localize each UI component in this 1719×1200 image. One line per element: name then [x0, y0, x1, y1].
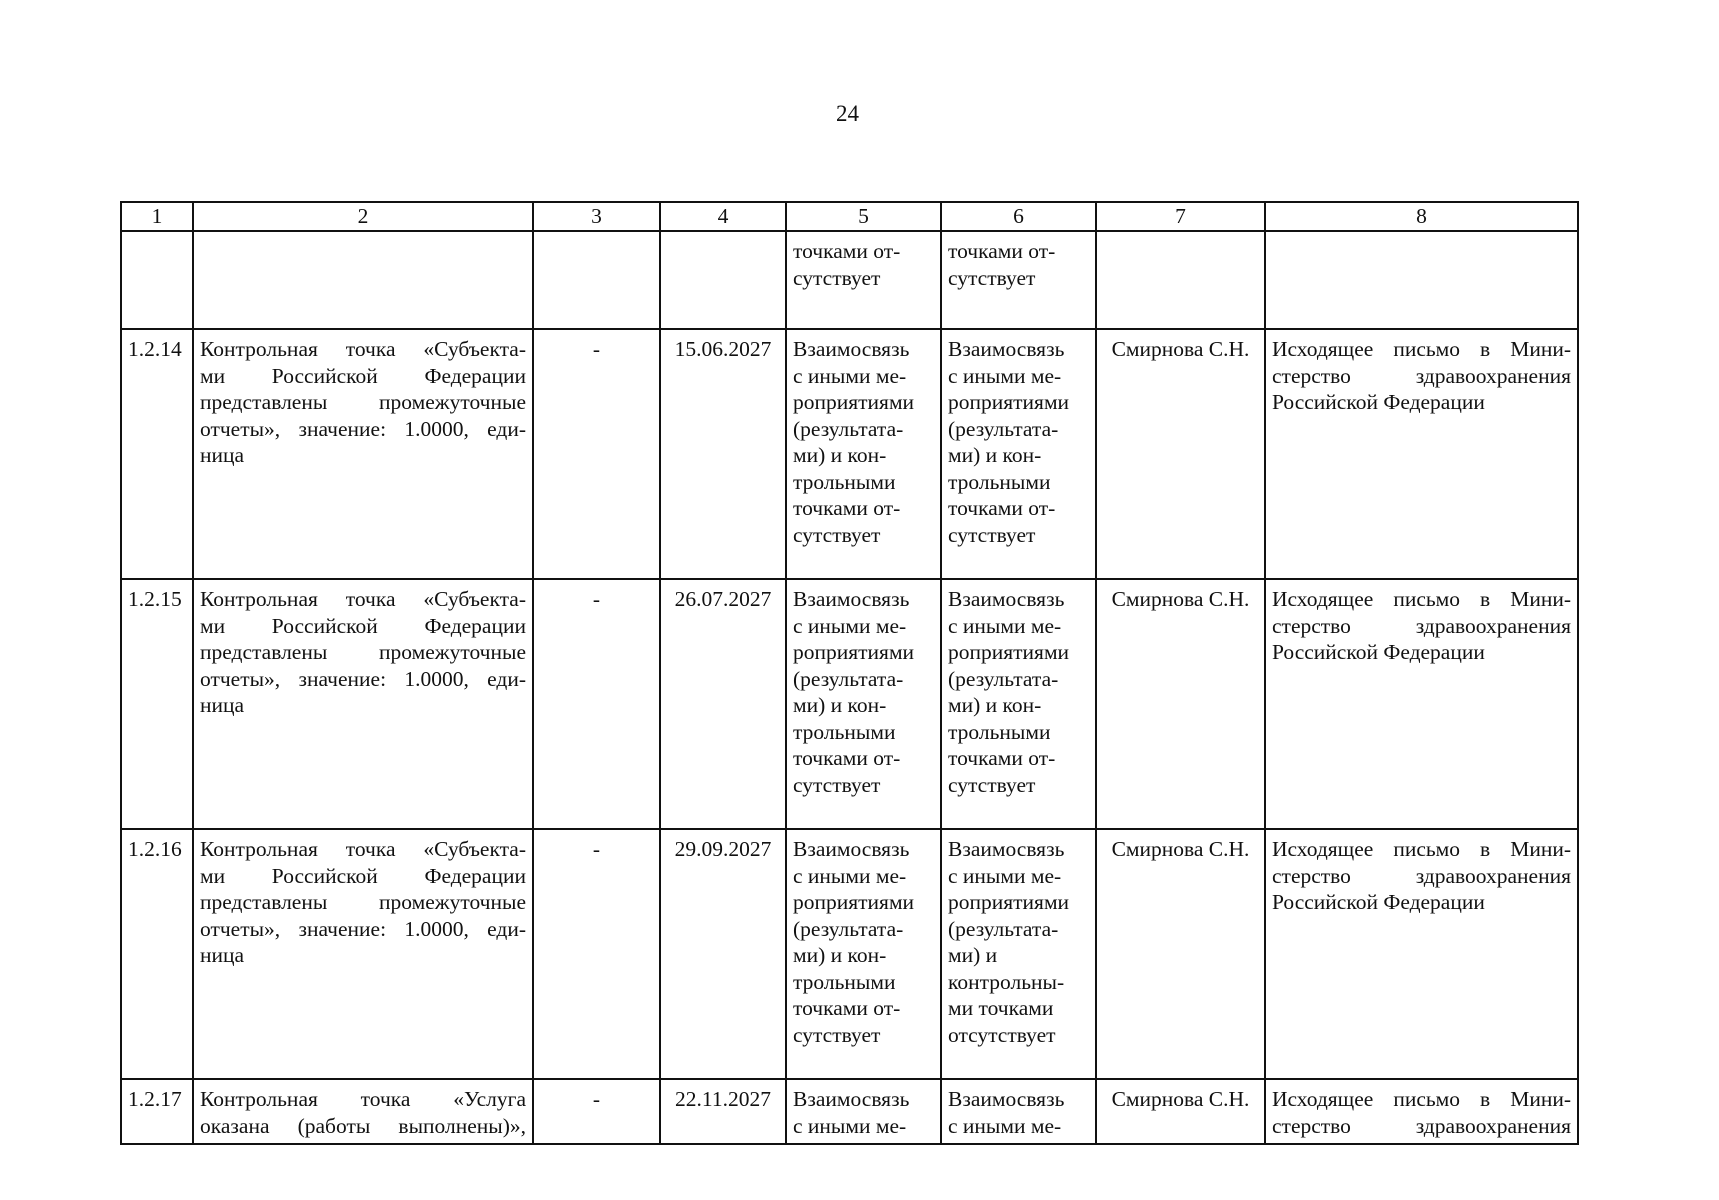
cell-line: отчеты», значение: 1.0000, еди-: [200, 416, 526, 441]
col-header-5: 5: [786, 202, 941, 231]
cell-date: 26.07.2027: [660, 579, 786, 829]
cell-interrelation-6: [941, 829, 1096, 1079]
cell-line: ми) и кон-: [793, 943, 887, 967]
col-header-6: 6: [941, 202, 1096, 231]
col-header-2: 2: [193, 202, 533, 231]
cell-line: Взаимосвязь: [793, 1087, 910, 1111]
cell-line: роприятиями: [793, 390, 915, 414]
cell-number: 1.2.16: [121, 829, 193, 1079]
cell-line: представлены промежуточные: [200, 890, 526, 914]
cell-line: отчеты», значение: 1.0000, еди-: [200, 916, 526, 941]
cell-line: стерство здравоохранения: [1272, 863, 1571, 888]
cell-line: ми) и: [948, 943, 998, 967]
cell-line: Взаимосвязь: [948, 337, 1065, 361]
cell-line: контрольны-: [948, 969, 1065, 994]
cell-responsible: [1096, 231, 1265, 329]
cell-line: трольными: [793, 969, 896, 994]
cell-line: ми) и кон-: [793, 443, 887, 467]
cell-number: 1.2.17: [121, 1079, 193, 1144]
cell-line: роприятиями: [948, 890, 1070, 914]
cell-line: Исходящее письмо в Мини-: [1272, 337, 1571, 361]
cell-line: ми точками: [948, 996, 1054, 1020]
cell-line: точками от-: [948, 746, 1056, 770]
cell-line: сутствует: [793, 772, 881, 797]
cell-document: [1265, 231, 1578, 329]
cell-col3: -: [533, 329, 660, 579]
cell-line: точками от-: [948, 239, 1056, 263]
cell-number: 1.2.15: [121, 579, 193, 829]
cell-interrelation-5: [786, 1079, 941, 1144]
cell-description: [193, 829, 533, 1079]
cell-line: трольными: [948, 469, 1051, 494]
cell-line: ми) и кон-: [948, 693, 1042, 717]
continuation-row: [121, 231, 1578, 329]
cell-line: (результата-: [793, 416, 904, 441]
table-row: [121, 829, 1578, 1079]
cell-line: представлены промежуточные: [200, 390, 526, 414]
cell-line: роприятиями: [793, 890, 915, 914]
col-header-8: 8: [1265, 202, 1578, 231]
cell-line: Контрольная точка «Субъекта-: [200, 587, 526, 611]
cell-line: (результата-: [948, 416, 1059, 441]
cell-line: (результата-: [793, 666, 904, 691]
cell-line: отсутствует: [948, 1022, 1056, 1047]
cell-interrelation-6: [941, 329, 1096, 579]
cell-document: [1265, 579, 1578, 829]
cell-responsible: Смирнова С.Н.: [1096, 829, 1265, 1079]
cell-document: [1265, 329, 1578, 579]
cell-line: с иными ме-: [948, 1113, 1062, 1138]
cell-line: сутствует: [948, 522, 1036, 547]
cell-line: ница: [200, 443, 245, 467]
cell-date: 15.06.2027: [660, 329, 786, 579]
cell-line: ница: [200, 693, 245, 717]
cell-date: [660, 231, 786, 329]
cell-line: ница: [200, 943, 245, 967]
cell-line: сутствует: [793, 522, 881, 547]
cell-line: (результата-: [793, 916, 904, 941]
cell-col3: -: [533, 1079, 660, 1144]
cell-number: 1.2.14: [121, 329, 193, 579]
cell-description: [193, 329, 533, 579]
cell-line: роприятиями: [793, 640, 915, 664]
cell-col3: -: [533, 829, 660, 1079]
cell-line: ми Российской Федерации: [200, 863, 526, 888]
cell-line: (результата-: [948, 916, 1059, 941]
cell-line: точками от-: [793, 496, 901, 520]
table-row: [121, 329, 1578, 579]
cell-line: роприятиями: [948, 640, 1070, 664]
cell-line: оказана (работы выполнены)»,: [200, 1113, 526, 1138]
cell-line: Взаимосвязь: [948, 837, 1065, 861]
cell-line: Контрольная точка «Субъекта-: [200, 337, 526, 361]
header-row: [121, 202, 1578, 231]
cell-description: [193, 231, 533, 329]
cell-line: трольными: [948, 719, 1051, 744]
cell-document: [1265, 1079, 1578, 1144]
control-points-table: [120, 201, 1579, 1145]
cell-line: Взаимосвязь: [793, 337, 910, 361]
col-header-4: 4: [660, 202, 786, 231]
page-number: 24: [836, 101, 859, 126]
cell-line: стерство здравоохранения: [1272, 1113, 1571, 1138]
cell-interrelation-6: [941, 579, 1096, 829]
cell-line: с иными ме-: [948, 613, 1062, 638]
table-row: [121, 579, 1578, 829]
cell-line: ми) и кон-: [793, 693, 887, 717]
cell-interrelation-6: [941, 231, 1096, 329]
cell-responsible: Смирнова С.Н.: [1096, 1079, 1265, 1144]
table-row: [121, 1079, 1578, 1144]
cell-line: Исходящее письмо в Мини-: [1272, 587, 1571, 611]
cell-line: Российской Федерации: [1272, 890, 1485, 914]
cell-line: Российской Федерации: [1272, 640, 1485, 664]
cell-line: роприятиями: [948, 390, 1070, 414]
cell-line: ми) и кон-: [948, 443, 1042, 467]
cell-line: Взаимосвязь: [948, 1087, 1065, 1111]
cell-description: [193, 1079, 533, 1144]
cell-line: точками от-: [793, 239, 901, 263]
col-header-3: 3: [533, 202, 660, 231]
cell-col3: [533, 231, 660, 329]
cell-line: трольными: [793, 719, 896, 744]
cell-line: сутствует: [948, 772, 1036, 797]
cell-line: (результата-: [948, 666, 1059, 691]
cell-responsible: Смирнова С.Н.: [1096, 329, 1265, 579]
cell-line: Взаимосвязь: [793, 587, 910, 611]
cell-line: ми Российской Федерации: [200, 613, 526, 638]
cell-line: стерство здравоохранения: [1272, 613, 1571, 638]
cell-line: Контрольная точка «Услуга: [200, 1087, 526, 1111]
cell-line: стерство здравоохранения: [1272, 363, 1571, 388]
cell-line: с иными ме-: [793, 1113, 907, 1138]
cell-document: [1265, 829, 1578, 1079]
cell-line: сутствует: [793, 265, 881, 290]
cell-line: с иными ме-: [948, 863, 1062, 888]
cell-line: Взаимосвязь: [793, 837, 910, 861]
cell-line: Контрольная точка «Субъекта-: [200, 837, 526, 861]
cell-line: с иными ме-: [793, 863, 907, 888]
cell-line: с иными ме-: [793, 363, 907, 388]
cell-line: с иными ме-: [948, 363, 1062, 388]
cell-line: Взаимосвязь: [948, 587, 1065, 611]
cell-line: трольными: [793, 469, 896, 494]
cell-line: Исходящее письмо в Мини-: [1272, 1087, 1571, 1111]
cell-col3: -: [533, 579, 660, 829]
cell-line: точками от-: [948, 496, 1056, 520]
cell-line: отчеты», значение: 1.0000, еди-: [200, 666, 526, 691]
cell-interrelation-5: [786, 329, 941, 579]
cell-interrelation-5: [786, 231, 941, 329]
col-header-7: 7: [1096, 202, 1265, 231]
cell-number: [121, 231, 193, 329]
cell-line: сутствует: [793, 1022, 881, 1047]
cell-line: точками от-: [793, 996, 901, 1020]
cell-line: представлены промежуточные: [200, 640, 526, 664]
cell-line: ми Российской Федерации: [200, 363, 526, 388]
cell-line: точками от-: [793, 746, 901, 770]
cell-line: с иными ме-: [793, 613, 907, 638]
cell-line: Российской Федерации: [1272, 390, 1485, 414]
cell-interrelation-6: [941, 1079, 1096, 1144]
cell-date: 22.11.2027: [660, 1079, 786, 1144]
cell-date: 29.09.2027: [660, 829, 786, 1079]
cell-interrelation-5: [786, 829, 941, 1079]
cell-line: Исходящее письмо в Мини-: [1272, 837, 1571, 861]
cell-line: сутствует: [948, 265, 1036, 290]
cell-responsible: Смирнова С.Н.: [1096, 579, 1265, 829]
cell-interrelation-5: [786, 579, 941, 829]
cell-description: [193, 579, 533, 829]
col-header-1: 1: [121, 202, 193, 231]
